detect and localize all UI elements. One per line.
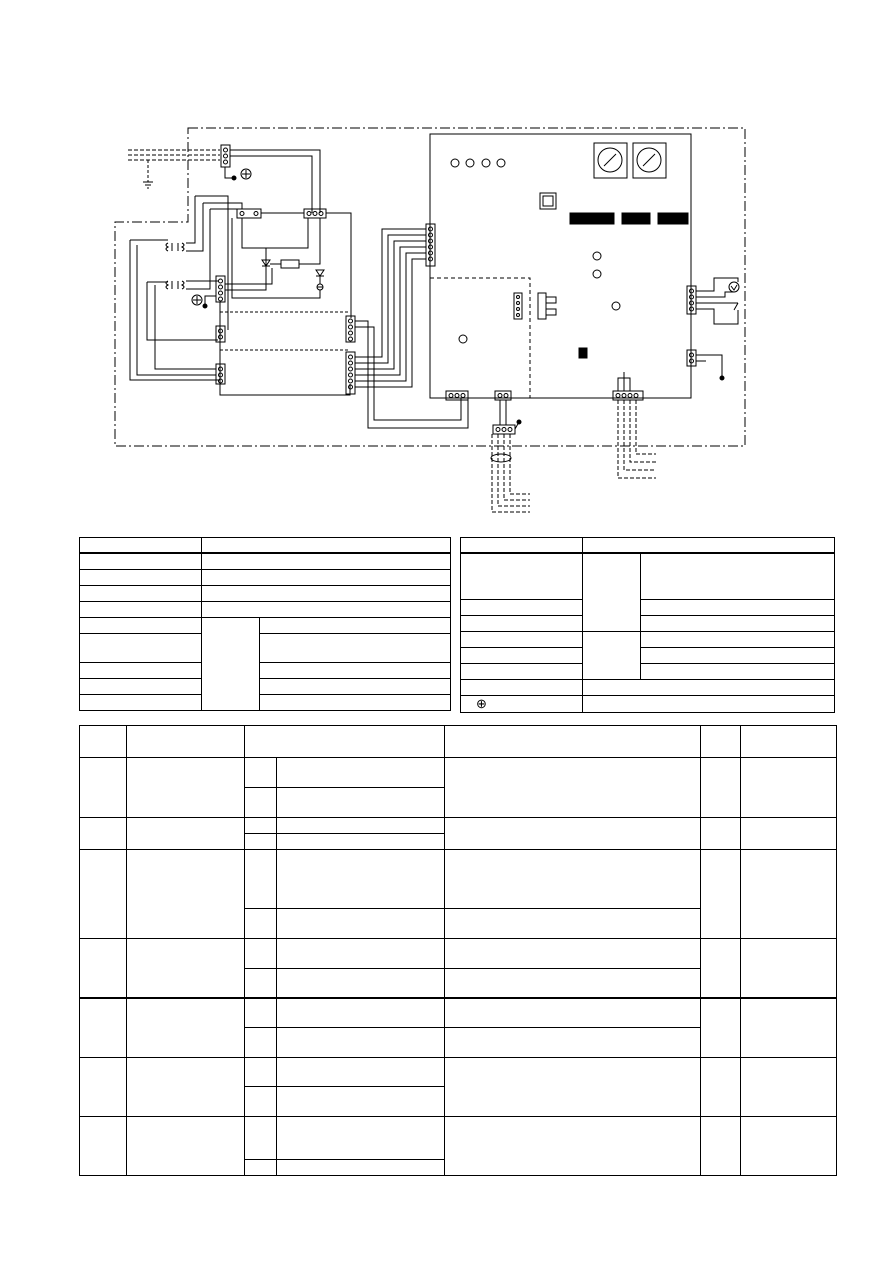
protective-earth-icon: ⊕ [461,696,583,713]
legend-table-left [79,537,451,711]
board-subsection [430,278,530,398]
legend-table-right [460,537,835,713]
cable-sheath [491,454,511,462]
specification-table [79,725,837,1176]
transformer-1 [130,196,220,380]
control-board [430,134,691,398]
output-contact [734,303,738,316]
leds [451,159,505,167]
diode-2 [316,270,324,276]
transformer-2 [147,209,218,340]
earth-mark-supply [143,182,153,188]
dip-switch-2 [622,213,650,224]
wiring-diagram [0,0,893,530]
sub-panel-boundary [220,312,350,350]
relay-coil [281,260,299,268]
sensor-connector [514,293,522,319]
external-io-cable [618,400,656,478]
push-button [540,193,556,209]
dip-switch-3 [658,213,688,224]
supply-line-1 [128,150,220,160]
dip-switch-1 [570,213,614,224]
